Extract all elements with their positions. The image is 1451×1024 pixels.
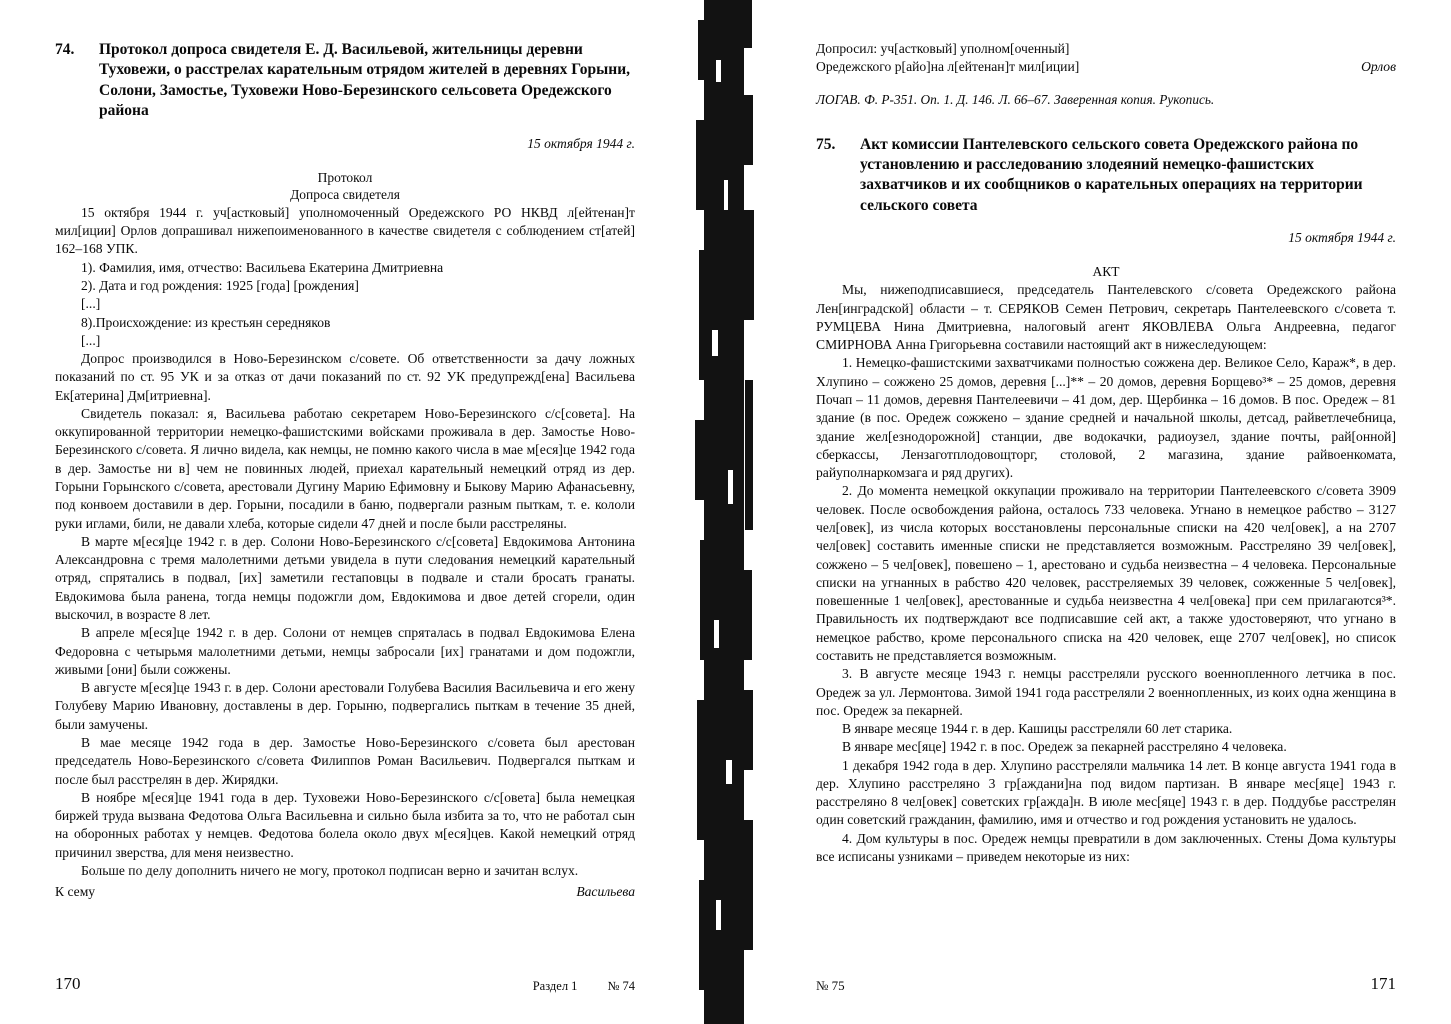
- paragraph: В январе месяце 1944 г. в дер. Кашицы расстреляли 60 лет старика.: [842, 721, 1233, 737]
- entry-number: 75.: [816, 135, 836, 153]
- interrogator-signature: Орлов: [1361, 58, 1396, 74]
- signature-row: [55, 884, 635, 900]
- paragraph: Больше по делу дополнить ничего не могу, протокол подписан верно и зачитан вслух.: [81, 862, 579, 878]
- right-page-footer: [816, 974, 1396, 994]
- document-date: 15 октября 1944 г.: [527, 135, 635, 151]
- paragraph: 1 декабря 1942 года в дер. Хлупино расстреляли мальчика 14 лет. В конце августа 1941 года в дер. Хлупино расстреляно 3 гр[аждани]на под видом партизан. В январе мес[яце] 1943 г. расстреляно 8 чел[овек] советских гр[ажда]н. В июле мес[яце] 1943 г. в дер. Поддубье расстрелян один советский гражданин, фамилию, имя и отчество и год рождения установить не удалось.: [816, 757, 1396, 828]
- document-date: 15 октября 1944 г.: [1288, 230, 1396, 246]
- folio-number: 171: [1370, 974, 1396, 993]
- entry-number: 74.: [55, 41, 75, 58]
- left-page: [0, 0, 690, 1024]
- gutter-dark-strip: [690, 0, 761, 1024]
- paragraph: 4. Дом культуры в пос. Оредеж немцы превратили в дом заключенных. Стены Дома культуры все исписаны узниками – приведем некоторые из них:: [816, 830, 1396, 865]
- paragraph: В январе мес[яце] 1942 г. в пос. Оредеж за пекарней расстреляно 4 человека.: [842, 739, 1287, 755]
- footer-section: Раздел 1: [532, 979, 578, 993]
- paragraph: [...]: [81, 296, 101, 312]
- archive-source-note: ЛОГАВ. Ф. Р-351. Оп. 1. Д. 146. Л. 66–67. Заверенная копия. Рукопись.: [816, 91, 1215, 107]
- folio-number: 170: [55, 974, 81, 993]
- paragraph: 1). Фамилия, имя, отчество: Васильева Екатерина Дмитриевна: [81, 259, 444, 275]
- footer-entry-ref: № 74: [607, 979, 635, 993]
- interrogator-line-2: Оредежского р[айо]на л[ейтенан]т мил[иции]: [816, 59, 1080, 75]
- entry-header-74: [55, 40, 635, 122]
- paragraph: 2). Дата и год рождения: 1925 [года] [рождения]: [81, 277, 359, 293]
- entry-title: Протокол допроса свидетеля Е. Д. Васильевой, жительницы деревни Туховежи, о расстрелах карательным отрядом жителей в деревнях Горыни, Солони, Замостье, Туховежи Ново-Березинского сельсовета Оредежского района: [99, 41, 631, 120]
- interrogator-line-1: Допросил: уч[астковый] уполном[оченный]: [816, 41, 1070, 56]
- entry-header-75: [816, 135, 1396, 217]
- paragraph: 15 октября 1944 г. уч[астковый] уполномоченный Оредежского РО НКВД л[ейтенан]т мил[иции] Орлов допрашивал нижепоименованного в качестве свидетеля с соблюдением ст[атей] 162–168 УПК.: [55, 204, 635, 257]
- paragraph: Допрос производился в Ново-Березинском с/совете. Об ответственности за дачу ложных показаний по ст. 95 УК и за отказ от дачи показаний по ст. 92 УК предупрежд[ена] Васильева Ек[атерина] Дм[итриевна].: [55, 351, 635, 403]
- paragraph: В марте м[еся]це 1942 г. в дер. Солони Ново-Березинского с/с[совета] Евдокимова Антонина Александровна с тремя малолетними детьми увидела в пути следования немецкий карательный отряд, спрятались в подвал, [их] заметили гестаповцы в подвале и стали бросать гранаты. Евдокимова была ранена, тогда немцы подожгли дом, Евдокимова и двое детей сгорели, один выскочил, в возрасте 8 лет.: [55, 533, 635, 622]
- paragraph: Свидетель показал: я, Васильева работаю секретарем Ново-Березинского с/с[совета]. На оккупированной территории немецко-фашистскими войсками проживала в дер. Замостье Ново-Березинского с/совета. Я лично видела, как немцы, не помню какого числа в мае м[еся]це 1942 года в дер. Замостье ни в] чем не повинных людей, приехал карательный немецкий отряд из дер. Горыни Горынского с/совета, арестовали Дугину Марию Ефимовну и Быкову Марию Афанасьевну, под конвоем доставили в дер. Горыни, посадили в баню, подвергали разным пыткам, т. е. кололи руки иглами, били, не давали хлеба, которые сидели 47 дней и после были расстреляны.: [55, 405, 635, 531]
- protocol-heading: Протокол: [317, 169, 373, 185]
- act-heading: АКТ: [1092, 264, 1120, 280]
- paragraph: [...]: [81, 332, 101, 348]
- paragraph: 2. До момента немецкой оккупации проживало на территории Пантелеевского с/совета 3909 человек. После освобождения района, осталось 733 человека. Угнано в немецкое рабство – 3127 чел[овек], из числа которых восстановлены персональные списки на 420 чел[овек], а на 2707 чел[овек] составить именные списки не представляется возможным. Расстреляно 39 чел[овек], сожжено – 5 чел[овек], повешено – 1, арестовано и судьба неизвестна – 4 человека. Персональные списки на угнанных в рабство 420 человек, расстреляемых 39 человек, сожженные 5 чел[овек], повешенные 1 чел[овек], арестованные и судьба неизвестна 4 чел[овека] при сем прилагаются³*. Правильность их подтверждают все подписавшие сей акт, а также удостоверяют, что угнано в немецкое рабство, кроме персонального списка на 420 человек, еще 2707 чел[овек], но список составить не представляется возможным.: [816, 483, 1396, 663]
- paragraph: В августе м[еся]це 1943 г. в дер. Солони арестовали Голубева Василия Васильевича и его жену Голубеву Марию Ивановну, доставлены в дер. Горыню, подвергались пыткам в течение 35 дней, были замучены.: [55, 680, 635, 732]
- footer-center: [533, 979, 635, 994]
- protocol-subheading: Допроса свидетеля: [290, 186, 400, 202]
- paragraph: Мы, нижеподписавшиеся, председатель Пантелевского с/совета Оредежского района Лен[инградской] области – т. СЕРЯКОВ Семен Петрович, секретарь Пантелеевского с/совета т. РУМЦЕВА Нина Дмитриевна, налоговый агент ЯКОВЛЕВА Ольга Андреевна, педагог СМИРНОВА Анна Григорьевна составили настоящий акт в нижеследующем:: [816, 282, 1396, 353]
- paragraph: 1. Немецко-фашистскими захватчиками полностью сожжена дер. Великое Село, Караж*, в дер. Хлупино – сожжено 25 домов, деревня [...]** – 20 домов, деревня Борщево³* – 25 домов, деревня Почап – 11 домов, деревня Пантелеевичи – 41 дом, дер. Щербинка – 16 домов. В пос. Оредеж – 81 здание (в пос. Оредеж сожжено – здание средней и начальной школы, детсад, райветлечебница, здание жел[езнодорожной] станции, две водокачки, радиоузел, здание почты, рай[онной] сберкассы, Лензаготплодовощторг, столовой, 2 магазина, здание райвоенкомата, райуполнаркомзага и ряд других).: [816, 355, 1396, 481]
- paragraph: 3. В августе месяце 1943 г. немцы расстреляли русского военнопленного летчика в пос. Оредеж за ул. Лермонтова. Зимой 1941 года расстреляли 2 военнопленных, из коих одна женщина в пос. Оредеж за пекарней.: [816, 666, 1396, 718]
- signature-label: К сему: [55, 884, 96, 900]
- left-page-footer: [55, 974, 635, 994]
- paragraph: В мае месяце 1942 года в дер. Замостье Ново-Березинского с/совета был арестован председатель Ново-Березинского с/совета Филиппов Роман Васильевич. Подвергался пыткам и после был расстрелян в дер. Жирядки.: [55, 734, 635, 787]
- paragraph: В ноябре м[еся]це 1941 года в дер. Туховежи Ново-Березинского с/с[овета] была немецкая биржей труда вызвана Федотова Ольга Васильевна и сильно была избита за то, что не работал сын на оборонных работах у немцев. Федотова болела около двух м[еся]цев. Какой немецкий отряд причинил зверства, для меня неизвестно.: [55, 789, 635, 860]
- scan-gutter: [690, 0, 761, 1024]
- footer-entry-ref: № 75: [816, 978, 845, 993]
- paragraph: 8).Происхождение: из крестьян середняков: [81, 314, 331, 330]
- entry-title: Акт комиссии Пантелевского сельского совета Оредежского района по установлению и расследованию злодеяний немецко-фашистских захватчиков и их сообщников о карательных операциях на территории сельского совета: [860, 135, 1363, 214]
- paragraph: В апреле м[еся]це 1942 г. в дер. Солони от немцев спряталась в подвал Евдокимова Елена Федоровна с четырьмя малолетними детьми, немцы забросали [их] гранатами и дом подожгли, живыми [они] были сожжены.: [55, 625, 635, 677]
- signature-name: Васильева: [576, 884, 635, 900]
- right-page: [761, 0, 1451, 1024]
